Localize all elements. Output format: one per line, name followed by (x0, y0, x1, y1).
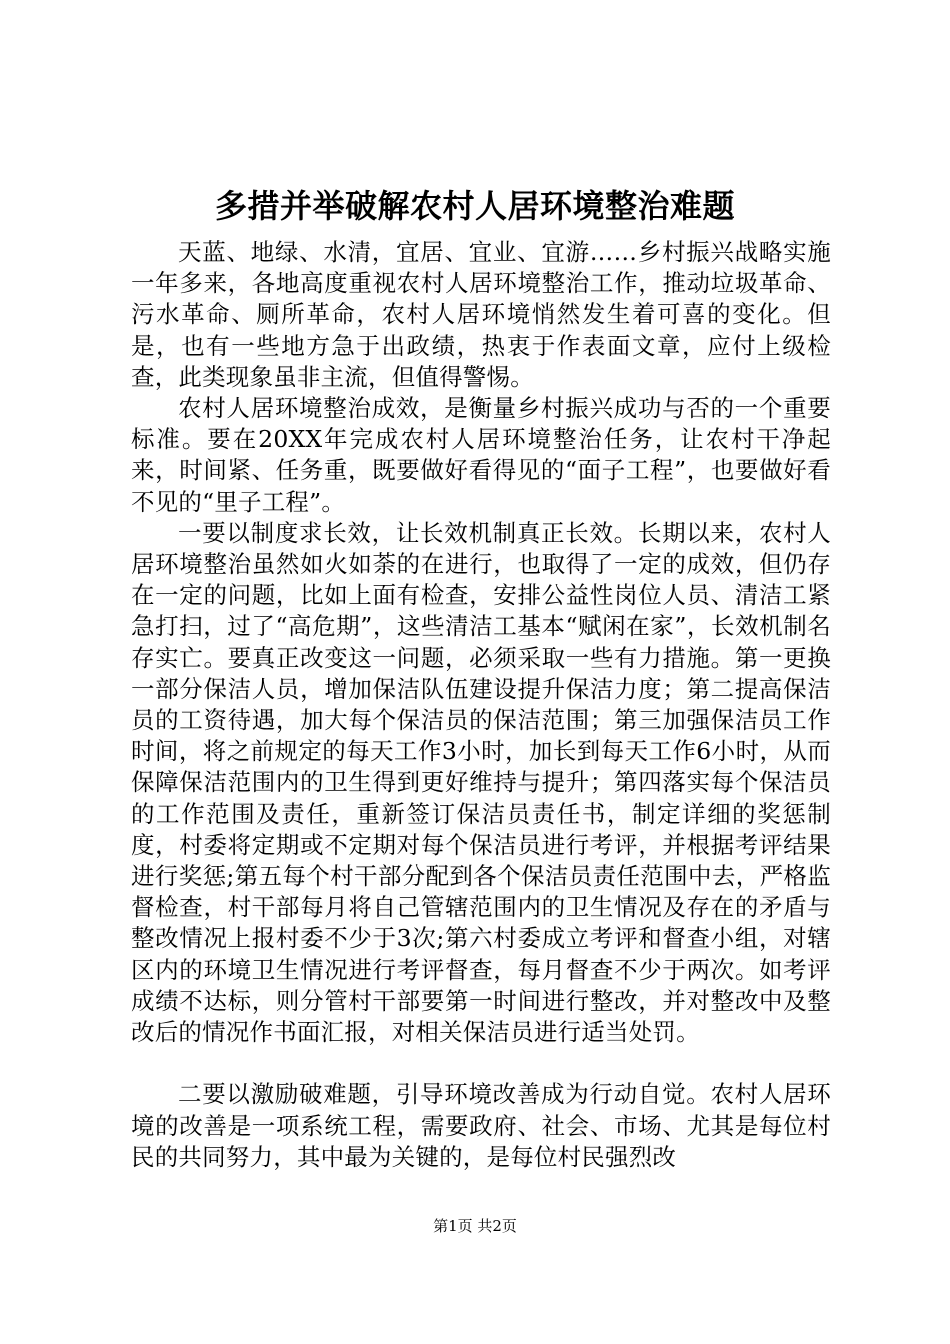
document-body (131, 237, 831, 1173)
paragraph-4: 二要以激励破难题，引导环境改善成为行动自觉。农村人居环境的改善是一项系统工程，需要政府、社会、市场、尤其是每位村民的共同努力，其中最为关键的，是每位村民强烈改 (131, 1080, 831, 1171)
paragraph-2: 农村人居环境整治成效，是衡量乡村振兴成功与否的一个重要标准。要在20XX年完成农村人居环境整治任务，让农村干净起来，时间紧、任务重，既要做好看得见的“面子工程”，也要做好看不见的“里子工程”。 (131, 394, 831, 516)
paragraph-3: 一要以制度求长效，让长效机制真正长效。长期以来，农村人居环境整治虽然如火如荼的在进行，也取得了一定的成效，但仍存在一定的问题，比如上面有检查，安排公益性岗位人员、清洁工紧急打扫，过了“高危期”，这些清洁工基本“赋闲在家”，长效机制名存实亡。要真正改变这一问题，必须采取一些有力措施。第一更换一部分保洁人员，增加保洁队伍建设提升保洁力度；第二提高保洁员的工资待遇，加大每个保洁员的保洁范围；第三加强保洁员工作时间，将之前规定的每天工作3小时，加长到每天工作6小时，从而保障保洁范围内的卫生得到更好维持与提升；第四落实每个保洁员的工作范围及责任，重新签订保洁员责任书，制定详细的奖惩制度，村委将定期或不定期对每个保洁员进行考评，并根据考评结果进行奖惩;第五每个村干部分配到各个保洁员责任范围中去，严格监督检查，村干部每月将自己管辖范围内的卫生情况及存在的矛盾与整改情况上报村委不少于3次;第六村委成立考评和督查小组，对辖区内的环境卫生情况进行考评督查，每月督查不少于两次。如考评成绩不达标，则分管村干部要第一时间进行整改，并对整改中及整改后的情况作书面汇报，对相关保洁员进行适当处罚。 (131, 518, 831, 1047)
document-title: 多措并举破解农村人居环境整治难题 (214, 187, 735, 225)
page-footer: 第1页 共2页 (433, 1217, 517, 1235)
paragraph-1: 天蓝、地绿、水清，宜居、宜业、宜游……乡村振兴战略实施一年多来，各地高度重视农村人居环境整治工作，推动垃圾革命、污水革命、厕所革命，农村人居环境悄然发生着可喜的变化。但是，也有一些地方急于出政绩，热衷于作表面文章，应付上级检查，此类现象虽非主流，但值得警惕。 (131, 238, 831, 391)
